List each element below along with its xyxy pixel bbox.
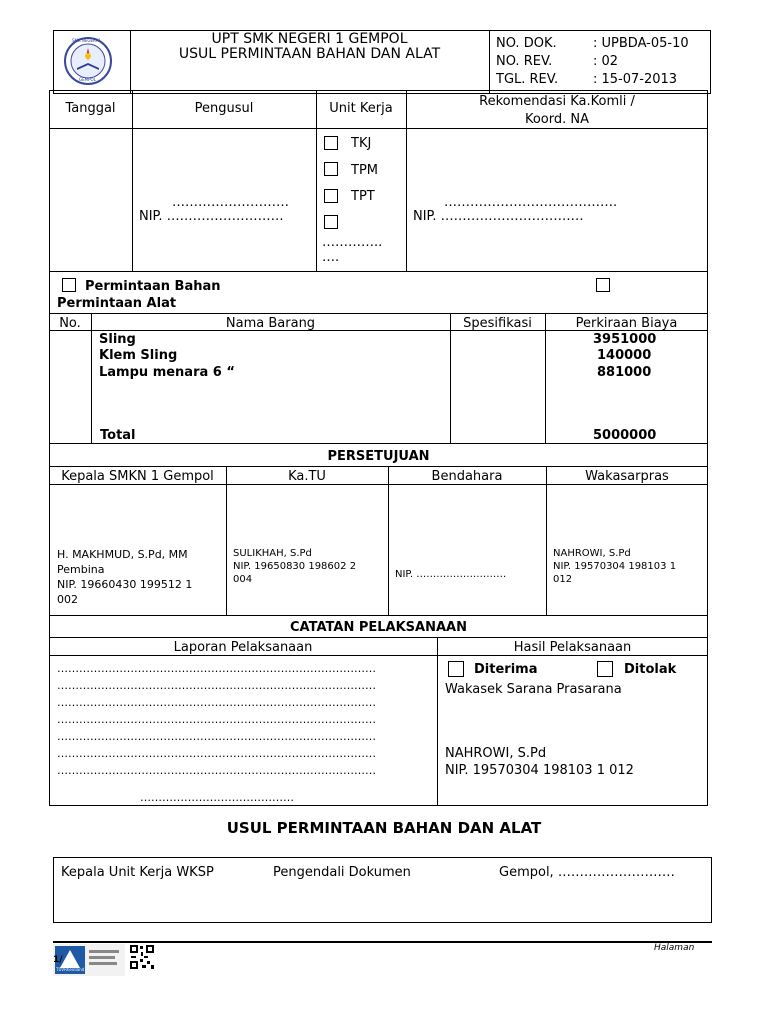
- rekomendasi-nip: NIP. ……………………………: [413, 209, 584, 224]
- permintaan-bahan-label: Permintaan Bahan: [85, 279, 221, 294]
- logo-bottom-text: GEMPOL: [79, 77, 96, 82]
- halaman-label: Halaman: [654, 943, 695, 953]
- item-cost: 881000: [597, 365, 652, 380]
- school-logo: [63, 36, 113, 86]
- checkbox-permintaan-bahan[interactable]: [62, 278, 76, 292]
- cert-text: TÜVRheinland: [56, 967, 85, 972]
- col-bendahara: Bendahara: [431, 469, 503, 484]
- report-line: ……………………………………………………………………………: [57, 730, 376, 743]
- unit-other-line-2: ….: [322, 250, 340, 265]
- col-rekomendasi-1: Rekomendasi Ka.Komli /: [479, 94, 635, 109]
- wakasek-title: Wakasek Sarana Prasarana: [445, 682, 622, 697]
- school-name: UPT SMK NEGERI 1 GEMPOL: [211, 31, 408, 47]
- wakasarpras-nip-2: 012: [553, 574, 573, 585]
- unit-tpm-label: TPM: [351, 163, 378, 178]
- rev-no-value: : 02: [593, 54, 619, 69]
- total-label: Total: [100, 428, 136, 443]
- report-line: ……………………………………………………………………………: [57, 747, 376, 760]
- kepala-nip-1: NIP. 19660430 199512 1: [57, 578, 193, 591]
- diterima-label: Diterima: [474, 662, 538, 677]
- rev-no-label: NO. REV.: [496, 54, 553, 69]
- checkbox-permintaan-alat[interactable]: [596, 278, 610, 292]
- report-line: ……………………………………………………………………………: [57, 696, 376, 709]
- wakasarpras-nip-1: NIP. 19570304 198103 1: [553, 561, 677, 572]
- col-rekomendasi-2: Koord. NA: [524, 112, 590, 127]
- report-line: ……………………………………: [140, 791, 294, 804]
- qr-code-icon: [129, 944, 155, 970]
- rev-date-label: TGL. REV.: [496, 72, 559, 87]
- item-name: Lampu menara 6 “: [99, 365, 235, 380]
- bendahara-nip: NIP. ………………………: [395, 569, 507, 580]
- doc-no-label: NO. DOK.: [496, 36, 557, 51]
- item-cost: 140000: [597, 348, 652, 363]
- logo-top-text: SMK NEGERI 1: [72, 38, 101, 43]
- katu-name: SULIKHAH, S.Pd: [233, 548, 312, 559]
- checkbox-tpm[interactable]: [324, 162, 338, 176]
- permintaan-alat-label: Permintaan Alat: [57, 296, 177, 311]
- persetujuan-title: PERSETUJUAN: [327, 449, 430, 464]
- report-line: ……………………………………………………………………………: [57, 662, 376, 675]
- item-cost: 3951000: [593, 332, 657, 347]
- checkbox-tpt[interactable]: [324, 189, 338, 203]
- kepala-unit-label: Kepala Unit Kerja WKSP: [61, 865, 214, 880]
- checkbox-ditolak[interactable]: [597, 661, 613, 677]
- wakasek-name: NAHROWI, S.Pd: [445, 746, 547, 761]
- katu-nip-2: 004: [233, 574, 253, 585]
- kepala-name: H. MAKHMUD, S.Pd, MM: [57, 548, 188, 561]
- col-no: No.: [59, 316, 81, 331]
- form-title-header: USUL PERMINTAAN BAHAN DAN ALAT: [178, 46, 441, 62]
- item-name: Klem Sling: [99, 348, 178, 363]
- kepala-nip-2: 002: [57, 593, 78, 606]
- certification-badge: [53, 944, 127, 976]
- col-ka-tu: Ka.TU: [288, 469, 326, 484]
- report-line: ……………………………………………………………………………: [57, 679, 376, 692]
- checkbox-diterima[interactable]: [448, 661, 464, 677]
- rev-date-value: : 15-07-2013: [593, 72, 678, 87]
- checkbox-unit-other[interactable]: [324, 215, 338, 229]
- catatan-title: CATATAN PELAKSANAAN: [290, 620, 467, 635]
- pengusul-signature-line: ………………………: [172, 195, 289, 210]
- col-nama-barang: Nama Barang: [225, 316, 316, 331]
- col-unit-kerja: Unit Kerja: [329, 101, 393, 116]
- col-wakasarpras: Wakasarpras: [585, 469, 669, 484]
- col-kepala-smkn: Kepala SMKN 1 Gempol: [61, 469, 214, 484]
- wakasarpras-name: NAHROWI, S.Pd: [553, 548, 631, 559]
- col-perkiraan-biaya: Perkiraan Biaya: [575, 316, 678, 331]
- checkbox-tkj[interactable]: [324, 136, 338, 150]
- item-name: Sling: [99, 332, 136, 347]
- doc-no-value: : UPBDA-05-10: [593, 36, 689, 51]
- col-tanggal: Tanggal: [65, 101, 116, 116]
- gempol-date: Gempol, ………………………: [499, 865, 675, 880]
- total-value: 5000000: [593, 428, 657, 443]
- col-hasil: Hasil Pelaksanaan: [513, 640, 632, 655]
- ditolak-label: Ditolak: [624, 662, 677, 677]
- unit-other-line-1: …………..: [322, 235, 383, 250]
- col-spesifikasi: Spesifikasi: [463, 316, 532, 331]
- unit-tkj-label: TKJ: [351, 136, 372, 151]
- report-line: ……………………………………………………………………………: [57, 764, 376, 777]
- rekomendasi-signature-line: ………………………………….: [444, 195, 618, 210]
- footer-title: USUL PERMINTAAN BAHAN DAN ALAT: [226, 819, 542, 837]
- kepala-rank: Pembina: [57, 563, 105, 576]
- divider: [489, 30, 490, 94]
- col-laporan: Laporan Pelaksanaan: [173, 640, 313, 655]
- page-mark: 1/: [53, 955, 63, 965]
- report-line: ……………………………………………………………………………: [57, 713, 376, 726]
- wakasek-nip: NIP. 19570304 198103 1 012: [445, 763, 634, 778]
- unit-tpt-label: TPT: [351, 189, 375, 204]
- col-pengusul: Pengusul: [194, 101, 254, 116]
- katu-nip-1: NIP. 19650830 198602 2: [233, 561, 357, 572]
- pengusul-nip: NIP. ………………………: [139, 209, 284, 224]
- pengendali-label: Pengendali Dokumen: [273, 865, 411, 880]
